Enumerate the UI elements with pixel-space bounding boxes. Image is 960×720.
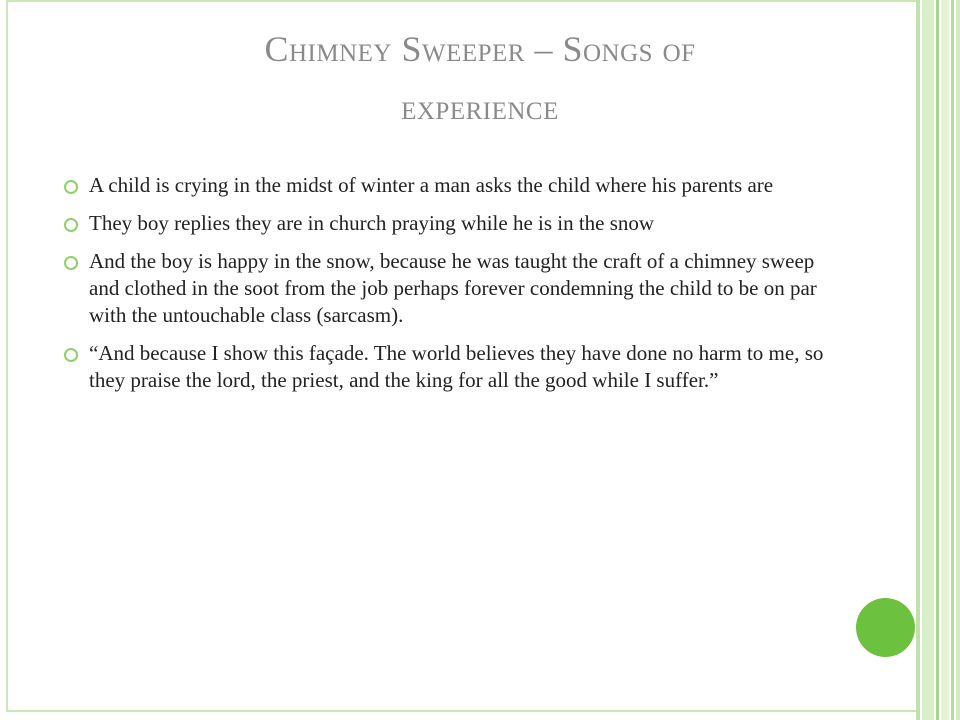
list-item bbox=[64, 210, 834, 237]
bullet-text: “And because I show this façade. The world believes they have done no harm to me, so they praise the lord, the priest, and the king for all the good while I suffer.” bbox=[89, 341, 824, 392]
stripe bbox=[956, 0, 960, 720]
stripe bbox=[951, 0, 954, 720]
bullet-text: A child is crying in the midst of winter a man asks the child where his parents are bbox=[89, 173, 774, 197]
ring-bullet-icon bbox=[64, 256, 78, 270]
stripe bbox=[936, 0, 939, 720]
bullet-text: They boy replies they are in church praying while he is in the snow bbox=[89, 211, 655, 235]
bullet-list bbox=[64, 172, 834, 405]
bullet-text: And the boy is happy in the snow, because he was taught the craft of a chimney sweep and clothed in the soot from the job perhaps forever condemning the child to be on par with the untouchable class (sarcasm). bbox=[89, 249, 817, 327]
title-line-1: Chimney Sweeper – Songs of bbox=[264, 29, 696, 69]
stripe bbox=[922, 0, 934, 720]
stripe bbox=[941, 0, 949, 720]
stripe bbox=[916, 0, 920, 720]
ring-bullet-icon bbox=[64, 180, 78, 194]
list-item bbox=[64, 172, 834, 199]
ring-bullet-icon bbox=[64, 218, 78, 232]
right-decorative-stripes bbox=[916, 0, 960, 720]
ring-bullet-icon bbox=[64, 348, 78, 362]
title-line-2: experience bbox=[401, 87, 559, 127]
green-circle-decoration bbox=[856, 598, 915, 657]
list-item bbox=[64, 248, 834, 329]
list-item bbox=[64, 340, 834, 394]
slide-title bbox=[70, 20, 890, 136]
